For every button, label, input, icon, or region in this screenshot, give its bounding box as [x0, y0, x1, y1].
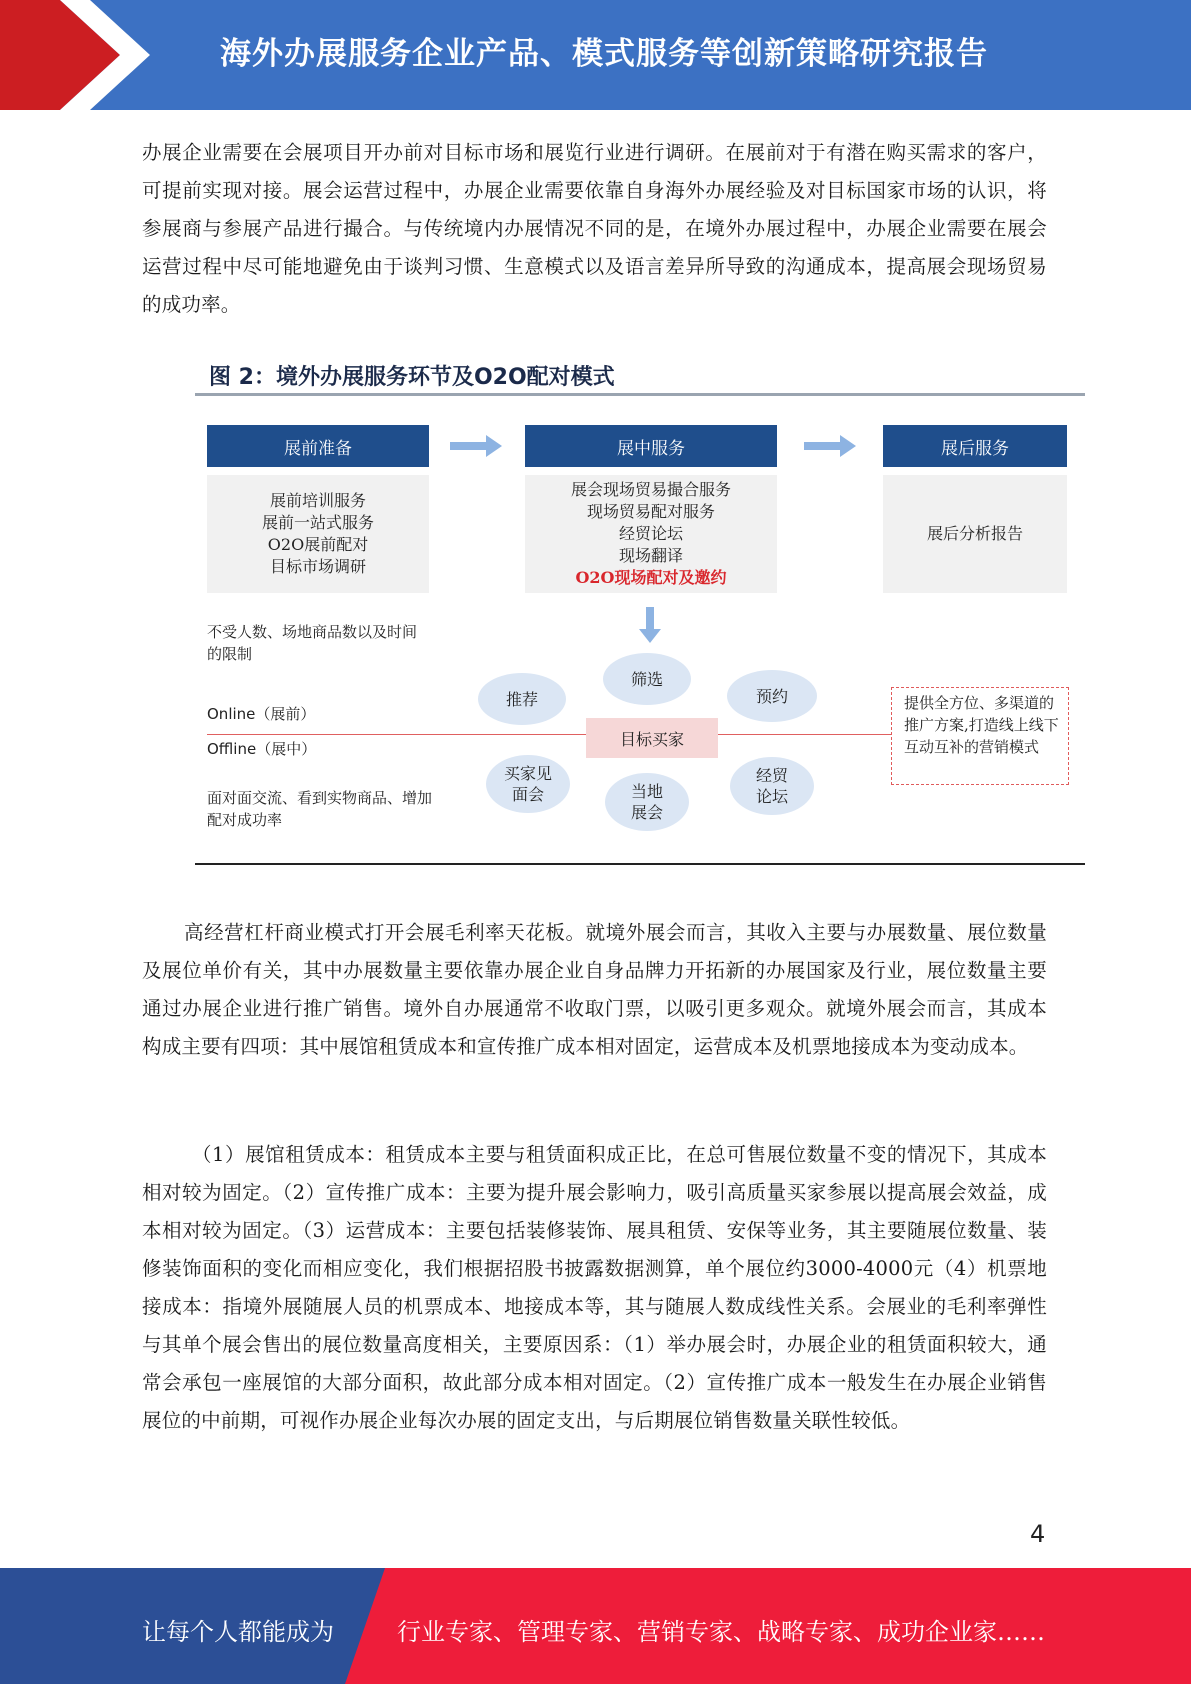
stage-during-item: 展会现场贸易撮合服务	[570, 480, 731, 499]
online-note: 不受人数、场地商品数以及时间的限制	[207, 623, 418, 663]
footer-slogan-left: 让每个人都能成为	[142, 1618, 334, 1646]
stage-during-box	[525, 475, 777, 593]
paragraph-3: （1）展馆租赁成本：租赁成本主要与租赁面积成正比，在总可售展位数量不变的情况下，其成本相对较为固定。（2）宣传推广成本：主要为提升展会影响力，吸引高质量买家参展以提高展会效益，成本相对较为固定。（3）运营成本：主要包括装修装饰、展具租赁、安保等业务，其主要随展位数量、装修装饰面积的变化而相应变化，我们根据招股书披露数据测算，单个展位约3000-4000元（4）机票地接成本：指境外展随展人员的机票成本、地接成本等，其与随展人数成线性关系。会展业的毛利率弹性与其单个展会售出的展位数量高度相关，主要原因系：（1）举办展会时，办展企业的租赁面积较大，通常会承包一座展馆的大部分面积，故此部分成本相对固定。（2）宣传推广成本一般发生在办展企业销售展位的中前期，可视作办展企业每次办展的固定支出，与后期展位销售数量关联性较低。	[142, 1143, 1047, 1432]
right-arrow-icon	[450, 435, 502, 457]
stage-during-header: 展中服务	[525, 425, 777, 467]
footer-slogan-right: 行业专家、管理专家、营销专家、战略专家、成功企业家……	[397, 1618, 1045, 1646]
bubble-local-fair: 当地展会	[605, 773, 689, 831]
stage-post-box	[883, 475, 1067, 593]
stage-during-item: 经贸论坛	[618, 524, 683, 543]
bubble-forum: 经贸论坛	[730, 757, 814, 815]
online-label: Online（展前）	[207, 705, 316, 723]
target-buyer: 目标买家	[586, 718, 718, 758]
stage-pre-item: 目标市场调研	[269, 557, 366, 576]
paragraph-2: 高经营杠杆商业模式打开会展毛利率天花板。就境外展会而言，其收入主要与办展数量、展位数量及展位单价有关，其中办展数量主要依靠办展企业自身品牌力开拓新的办展国家及行业，展位数量主要通过办展企业进行推广销售。境外自办展通常不收取门票，以吸引更多观众。就境外展会而言，其成本构成主要有四项：其中展馆租赁成本和宣传推广成本相对固定，运营成本及机票地接成本为变动成本。	[142, 921, 1047, 1058]
offline-label: Offline（展中）	[207, 740, 317, 758]
bubble-recommend: 推荐	[478, 673, 566, 725]
bubble-reserve: 预约	[727, 670, 817, 722]
header-title: 海外办展服务企业产品、模式服务等创新策略研究报告	[220, 36, 988, 72]
stage-pre-header: 展前准备	[207, 425, 429, 467]
callout-connector	[718, 734, 891, 735]
stage-pre-item: O2O展前配对	[267, 535, 369, 554]
bubble-buyer-meeting: 买家见面会	[486, 755, 570, 813]
figure-bottom-rule	[195, 863, 1085, 865]
page-header	[0, 0, 1191, 110]
page-number: 4	[1030, 1520, 1046, 1548]
stage-during-item: 现场贸易配对服务	[586, 502, 715, 521]
figure-o2o-model	[195, 355, 1085, 867]
down-arrow-icon	[639, 607, 661, 643]
stage-pre-item: 展前一站式服务	[261, 513, 374, 532]
callout-box: 提供全方位、多渠道的推广方案,打造线上线下互动互补的营销模式	[891, 687, 1069, 785]
right-arrow-icon	[804, 435, 856, 457]
header-chevron-icon	[0, 0, 190, 110]
bubble-filter: 筛选	[603, 653, 691, 705]
stage-pre-item: 展前培训服务	[269, 491, 366, 510]
stage-pre-box	[207, 475, 429, 593]
stage-post-header: 展后服务	[883, 425, 1067, 467]
offline-note: 面对面交流、看到实物商品、增加配对成功率	[207, 789, 433, 829]
stage-during-highlight: O2O现场配对及邀约	[575, 568, 727, 587]
stage-during-item: 现场翻译	[618, 546, 683, 565]
paragraph-1: 办展企业需要在会展项目开办前对目标市场和展览行业进行调研。在展前对于有潜在购买需求的客户，可提前实现对接。展会运营过程中，办展企业需要依靠自身海外办展经验及对目标国家市场的认识，将参展商与参展产品进行撮合。与传统境内办展情况不同的是，在境外办展过程中，办展企业需要在展会运营过程中尽可能地避免由于谈判习惯、生意模式以及语言差异所导致的沟通成本，提高展会现场贸易的成功率。	[142, 141, 1047, 316]
stage-post-item: 展后分析报告	[926, 524, 1023, 543]
page-footer	[0, 1568, 1191, 1684]
figure-top-rule	[195, 393, 1085, 396]
figure-title: 图 2：境外办展服务环节及O2O配对模式	[209, 365, 615, 390]
online-offline-divider	[207, 734, 587, 735]
